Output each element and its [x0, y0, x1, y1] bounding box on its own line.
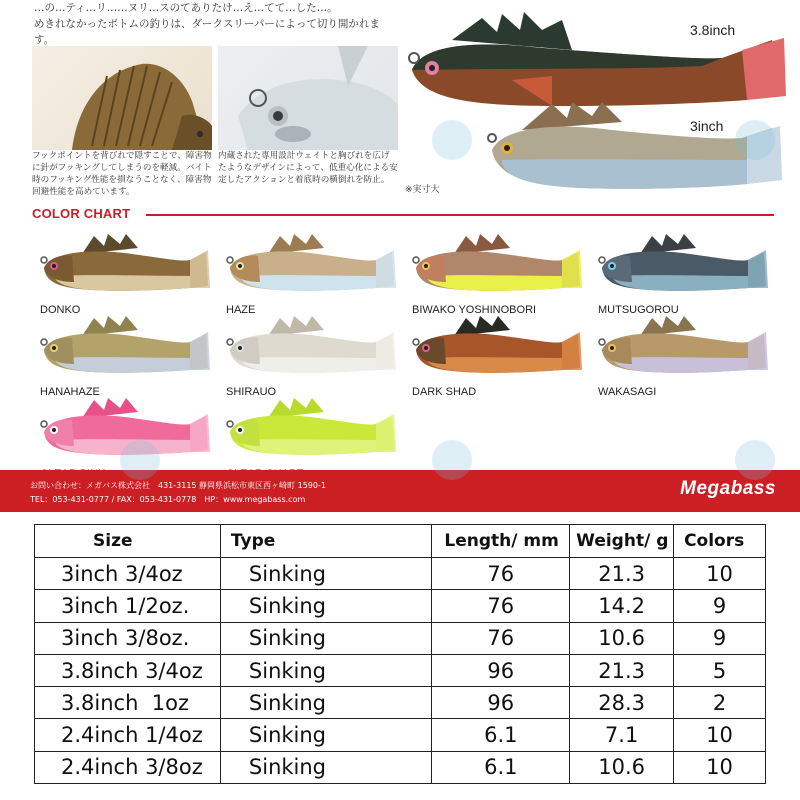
table-row — [35, 687, 766, 719]
color-swatch — [404, 228, 584, 314]
color-swatch — [218, 310, 398, 396]
intro-line: …の…ティ…リ……ヌリ…スのてありたけ…え…てて…した…。 — [34, 2, 338, 14]
color-swatch — [404, 310, 584, 396]
cell-size: 3.8inch 1oz — [35, 687, 221, 719]
table-row — [35, 622, 766, 654]
swatch-label: HANAHAZE — [40, 386, 100, 398]
lure-image — [590, 310, 770, 380]
table-header-row — [35, 525, 766, 558]
cell-size: 3inch 3/8oz. — [35, 622, 221, 654]
cell-length: 76 — [432, 590, 570, 622]
color-swatch — [32, 228, 212, 314]
cell-type: Sinking — [220, 751, 432, 783]
swatch-label: SHIRAUO — [226, 386, 277, 398]
table-row — [35, 654, 766, 686]
caption-hook-point — [32, 150, 212, 198]
cell-size: 2.4inch 3/8oz — [35, 751, 221, 783]
header-size: Size — [35, 525, 221, 558]
watermark-logo — [432, 120, 472, 160]
cell-length: 6.1 — [432, 751, 570, 783]
caption-line: フックポイントを背びれで隠すことで、障害物 — [32, 151, 212, 161]
weight-closeup-photo — [218, 46, 398, 150]
swatch-label: BIWAKO YOSHINOBORI — [412, 304, 537, 316]
color-swatch — [218, 392, 398, 478]
cell-colors: 10 — [674, 751, 766, 783]
swatch-label: HAZE — [226, 304, 256, 316]
intro-line: めきれなかったボトムの釣りは、ダークスリーパーによって切り開かれます。 — [34, 18, 380, 46]
cell-type: Sinking — [220, 719, 432, 751]
watermark-logo — [432, 440, 472, 480]
cell-length: 96 — [432, 687, 570, 719]
cell-length: 6.1 — [432, 719, 570, 751]
cell-length: 76 — [432, 558, 570, 590]
size-label-3-8inch: 3.8inch — [690, 22, 736, 38]
lure-image — [218, 392, 398, 462]
cell-length: 96 — [432, 654, 570, 686]
footer-contact: TEL：053-431-0777 / FAX：053-431-0778 HP：www.megabass.com — [30, 495, 306, 504]
cell-colors: 5 — [674, 654, 766, 686]
table-row — [35, 719, 766, 751]
cell-type: Sinking — [220, 654, 432, 686]
footer-banner — [0, 470, 800, 512]
cell-length: 76 — [432, 622, 570, 654]
cell-size: 3.8inch 3/4oz — [35, 654, 221, 686]
color-swatch — [32, 310, 212, 396]
lure-image — [218, 228, 398, 298]
cell-weight: 10.6 — [570, 622, 674, 654]
cell-size: 3inch 1/2oz. — [35, 590, 221, 622]
swatch-label: WAKASAGI — [598, 386, 657, 398]
swatch-label: DONKO — [40, 304, 81, 316]
caption-line: たようなデザインによって、低重心化による安 — [218, 163, 398, 173]
header-weight: Weight/ g — [570, 525, 674, 558]
color-chart-divider — [146, 214, 774, 216]
cell-weight: 10.6 — [570, 751, 674, 783]
intro-text — [34, 0, 394, 48]
cell-colors: 10 — [674, 719, 766, 751]
lure-image — [404, 228, 584, 298]
color-swatch — [590, 228, 770, 314]
caption-line: 定したアクションと着底時の横倒れを防止。 — [218, 175, 390, 185]
cell-colors: 10 — [674, 558, 766, 590]
header-type: Type — [220, 525, 432, 558]
dorsal-fin-closeup-photo — [32, 46, 212, 150]
footer-address: お問い合わせ：メガバス株式会社 431-3115 静岡県浜松市東区西ヶ崎町 1590-1 — [30, 481, 326, 490]
cell-type: Sinking — [220, 622, 432, 654]
megabass-logo: Megabass — [680, 478, 776, 499]
lure-image — [404, 310, 584, 380]
caption-line: 内蔵された専用設計ウェイトと胸びれを広げ — [218, 151, 390, 161]
cell-colors: 9 — [674, 622, 766, 654]
hero-lures-image — [402, 10, 787, 200]
lure-image — [32, 228, 212, 298]
cell-colors: 9 — [674, 590, 766, 622]
watermark-logo — [735, 120, 775, 160]
table-row — [35, 590, 766, 622]
cell-weight: 21.3 — [570, 654, 674, 686]
spec-table — [34, 524, 766, 784]
watermark-logo — [735, 440, 775, 480]
caption-line: 回避性能を高めています。 — [32, 187, 135, 197]
color-swatch — [218, 228, 398, 314]
caption-line: に針がフッキングしてしまうのを軽減。バイト — [32, 163, 212, 173]
swatch-label: MUTSUGOROU — [598, 304, 679, 316]
cell-type: Sinking — [220, 558, 432, 590]
cell-weight: 28.3 — [570, 687, 674, 719]
caption-weight — [218, 150, 398, 186]
cell-colors: 2 — [674, 687, 766, 719]
color-chart-title: COLOR CHART — [32, 206, 131, 221]
cell-weight: 7.1 — [570, 719, 674, 751]
table-row — [35, 751, 766, 783]
lure-image — [590, 228, 770, 298]
cell-weight: 14.2 — [570, 590, 674, 622]
swatch-label: DARK SHAD — [412, 386, 477, 398]
cell-weight: 21.3 — [570, 558, 674, 590]
cell-type: Sinking — [220, 590, 432, 622]
cell-size: 3inch 3/4oz — [35, 558, 221, 590]
size-label-3inch: 3inch — [690, 118, 724, 134]
watermark-logo — [120, 440, 160, 480]
caption-line: 時のフッキング性能を損なうことなく、障害物 — [32, 175, 212, 185]
lure-image — [218, 310, 398, 380]
cell-size: 2.4inch 1/4oz — [35, 719, 221, 751]
cell-type: Sinking — [220, 687, 432, 719]
header-colors: Colors — [674, 525, 766, 558]
lure-image — [32, 310, 212, 380]
color-swatch — [590, 310, 770, 396]
header-length: Length/ mm — [432, 525, 570, 558]
actual-size-note: ※実寸大 — [405, 185, 440, 195]
color-chart-header — [32, 206, 774, 226]
table-row — [35, 558, 766, 590]
